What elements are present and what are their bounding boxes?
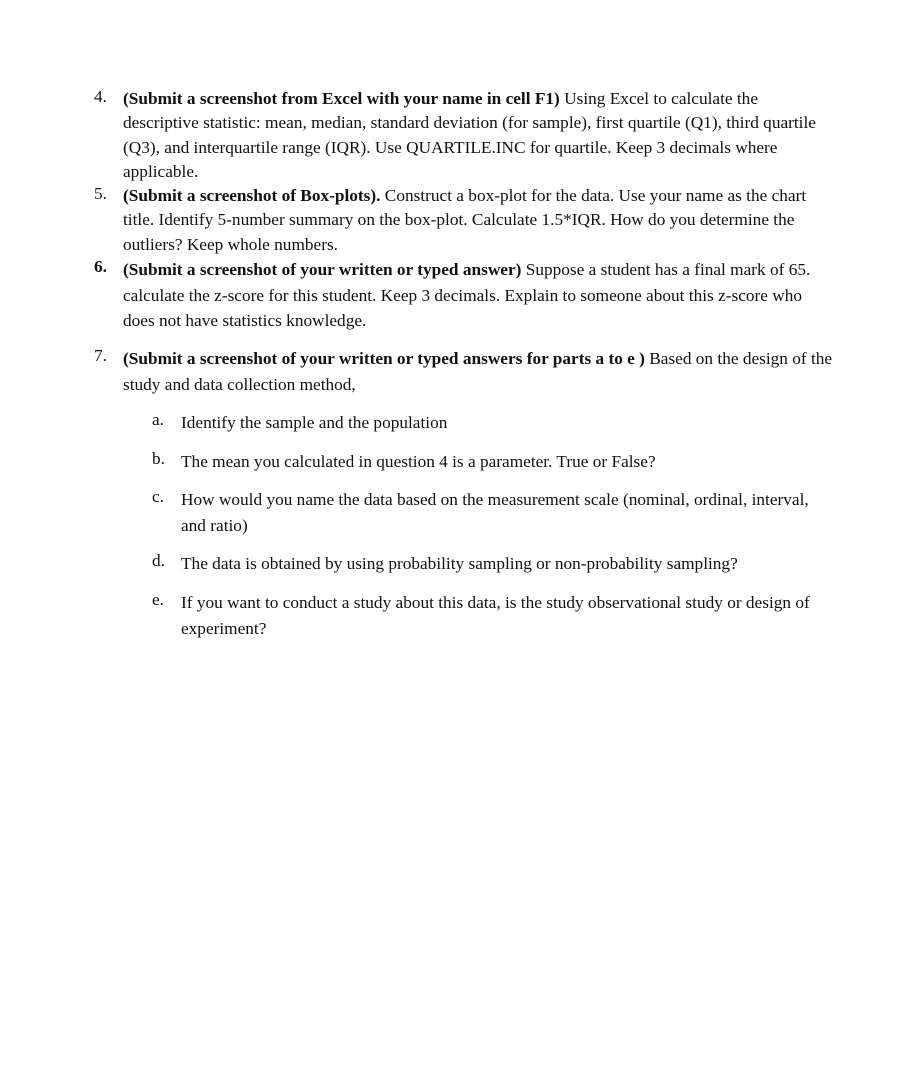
- question-text: [123, 346, 834, 398]
- question-prompt: Construct a box-plot for the data. Use your name as the chart title. Identify 5-number summary on the box-plot. Calculate 1.5*IQR. How do you determine the outliers? Keep whole numbers.: [123, 186, 807, 254]
- question-number: 4.: [94, 87, 107, 106]
- subpart-letter: d.: [152, 551, 165, 570]
- subpart-text: The mean you calculated in question 4 is a parameter. True or False?: [181, 452, 656, 471]
- question-instruction: (Submit a screenshot of your written or typed answers for parts a to e ): [123, 349, 645, 368]
- question-instruction: (Submit a screenshot of Box-plots).: [123, 186, 381, 205]
- question-text: [123, 184, 834, 257]
- question-prompt: Suppose a student has a final mark of 65. calculate the z-score for this student. Keep 3 decimals. Explain to someone about this z-score who does not have statistics knowledge.: [123, 260, 811, 330]
- question-instruction: (Submit a screenshot of your written or typed answer): [123, 260, 522, 279]
- subpart-letter: e.: [152, 590, 164, 609]
- question-instruction: (Submit a screenshot from Excel with your name in cell F1): [123, 89, 560, 108]
- question-number: 5.: [94, 184, 107, 203]
- question-text: [123, 257, 834, 334]
- question-5: [94, 184, 834, 257]
- subpart-e: [152, 590, 832, 642]
- question-number: 6.: [94, 257, 107, 276]
- subpart-text: How would you name the data based on the measurement scale (nominal, ordinal, interval, and ratio): [181, 490, 809, 535]
- subpart-text: If you want to conduct a study about this data, is the study observational study or design of experiment?: [181, 593, 810, 638]
- subpart-text: The data is obtained by using probability sampling or non-probability sampling?: [181, 554, 738, 573]
- question-text: [123, 87, 834, 184]
- question-6: [94, 257, 834, 334]
- subpart-text: Identify the sample and the population: [181, 413, 448, 432]
- question-prompt: Using Excel to calculate the descriptive statistic: mean, median, standard deviation (for sample), first quartile (Q1), third quartile (Q3), and interquartile range (IQR). Use QUARTILE.INC for quartile. Keep 3 decimals where applicable.: [123, 89, 816, 181]
- question-7: [94, 346, 834, 398]
- subpart-a: [152, 410, 832, 436]
- question-prompt: Based on the design of the study and data collection method,: [123, 349, 833, 394]
- subpart-c: [152, 487, 832, 539]
- subpart-b: [152, 449, 832, 475]
- question-4: [94, 87, 834, 184]
- subpart-d: [152, 551, 832, 577]
- subpart-letter: a.: [152, 410, 164, 429]
- subpart-letter: c.: [152, 487, 164, 506]
- subpart-letter: b.: [152, 449, 165, 468]
- question-number: 7.: [94, 346, 107, 365]
